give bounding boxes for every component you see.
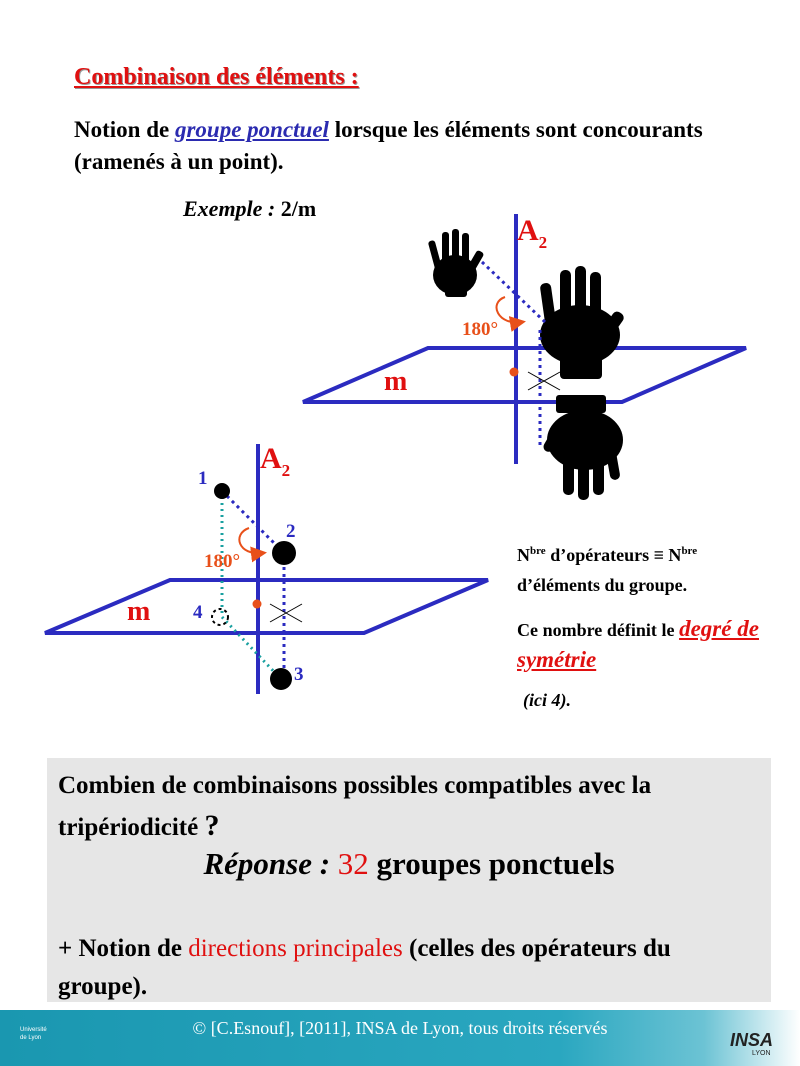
link-1-2	[222, 491, 284, 553]
insa-logo: INSA	[730, 1030, 774, 1050]
exemple-line: Exemple : 2/m	[183, 196, 317, 221]
question-text: Combien de combinaisons possibles compatibles avec la tripériodicité ?	[58, 772, 652, 842]
reponse-number: 32	[337, 846, 369, 881]
point-4-atom	[212, 609, 228, 625]
page-title: Combinaison des éléments :	[74, 64, 359, 90]
insa-lyon-subtitle: LYON	[752, 1050, 771, 1057]
hand-small-icon	[428, 229, 485, 297]
point-3-label: 3	[294, 664, 304, 685]
point-1-label: 1	[198, 468, 208, 489]
bottom-axis-label: $A_2$	[260, 442, 291, 480]
bottom-plane-label: m	[127, 596, 151, 627]
operators-note: $N^{bre}$ d’opérateurs ≡ $N^{bre}$ d’éléments du groupe.	[517, 545, 698, 595]
reponse-line: Réponse : 32 groupes ponctuels	[203, 846, 615, 881]
universite-lyon-logo: Université de Lyon	[20, 1027, 47, 1041]
top-axis-label: $A_2$	[517, 214, 548, 252]
bottom-center-point	[253, 600, 262, 609]
top-figure	[303, 214, 746, 500]
top-dotted-link-a	[482, 262, 545, 322]
point-4-label: 4	[193, 602, 203, 623]
directions-note: + Notion de directions principales (celles des opérateurs du groupe).	[58, 935, 671, 1000]
top-rotation-arrow	[497, 297, 522, 322]
top-mirror-plane	[303, 348, 746, 402]
notion-text: Notion de groupe ponctuel lorsque les éléments sont concourants (ramenés à un point).	[74, 117, 703, 174]
bottom-angle-label: 180°	[204, 551, 241, 572]
top-angle-label: 180°	[462, 319, 499, 340]
top-center-point	[510, 368, 519, 377]
copyright-text: © [C.Esnouf], [2011], INSA de Lyon, tous droits réservés	[192, 1018, 608, 1038]
groupe-ponctuel-term: groupe ponctuel	[174, 117, 329, 142]
point-1-atom	[214, 483, 230, 499]
link-4-3	[222, 617, 280, 678]
point-3-atom	[270, 668, 292, 690]
degre-symetrie-term: degré de symétrie	[517, 616, 759, 672]
top-plane-label: m	[384, 366, 408, 397]
degree-note: Ce nombre définit le degré de symétrie	[517, 616, 759, 672]
hand-mirror-icon	[542, 395, 623, 500]
bottom-figure	[45, 442, 488, 694]
bottom-mirror-plane	[45, 580, 488, 633]
ici-note: (ici 4).	[523, 690, 571, 710]
point-2-label: 2	[286, 521, 296, 542]
hand-large-icon	[540, 266, 626, 379]
point-2-atom	[272, 541, 296, 565]
